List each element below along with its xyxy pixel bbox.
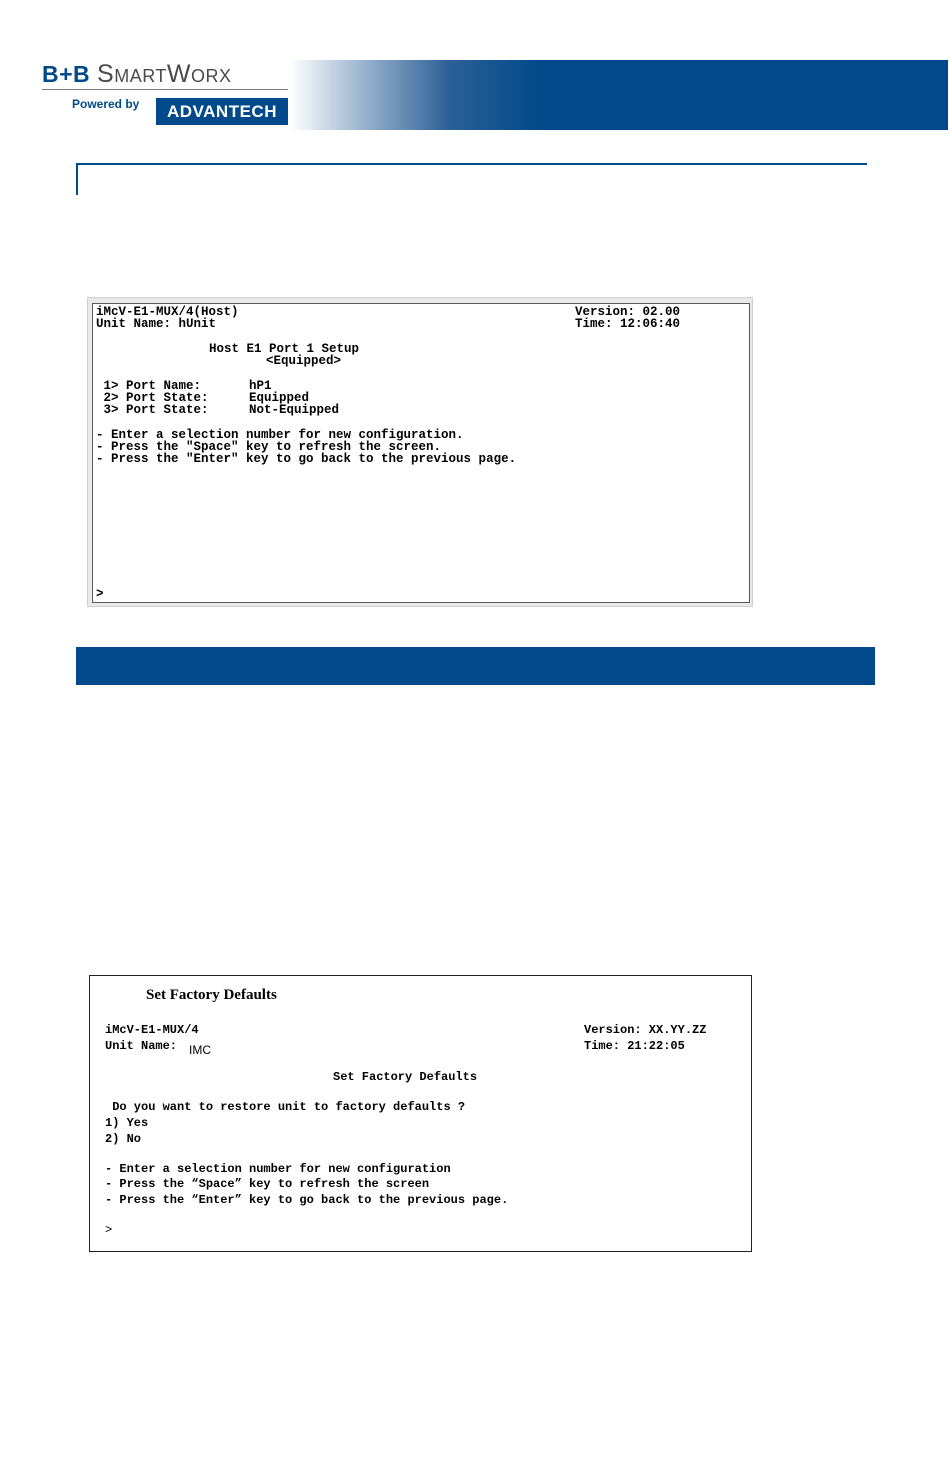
menu-item-label: 2> Port State:	[96, 391, 209, 405]
section-heading-rule	[76, 163, 867, 165]
instruction-line: - Press the "Space" key to refresh the screen.	[96, 440, 442, 454]
instruction-line: - Enter a selection number for new configuration.	[96, 428, 464, 442]
section-banner-bar	[76, 647, 875, 685]
option-no: 2) No	[105, 1132, 142, 1146]
section-heading-bracket	[76, 163, 78, 195]
option-yes: 1) Yes	[105, 1116, 149, 1130]
terminal-window-factory-defaults	[89, 975, 752, 1252]
menu-item-value: hP1	[249, 379, 272, 393]
terminal-heading: Set Factory Defaults	[333, 1070, 478, 1084]
terminal-time: Time: 12:06:40	[575, 317, 681, 331]
restore-question: Do you want to restore unit to factory defaults ?	[105, 1100, 466, 1114]
command-prompt[interactable]: >	[105, 1223, 113, 1237]
terminal-version: Version: 02.00	[575, 305, 681, 319]
menu-item-value: Equipped	[249, 391, 310, 405]
terminal-model: iMcV-E1-MUX/4(Host)	[96, 305, 239, 319]
instruction-line: - Press the "Enter" key to go back to the previous page.	[96, 452, 517, 466]
terminal-window-port-setup	[92, 303, 750, 603]
logo-bb: B+B	[42, 61, 91, 87]
instruction-line: - Press the “Space” key to refresh the screen	[105, 1177, 430, 1191]
terminal-unit-name: Unit Name: hUnit	[96, 317, 217, 331]
advantech-logo: ADVANTECH	[156, 98, 288, 125]
menu-item-label: 3> Port State:	[96, 403, 209, 417]
menu-item-label: 1> Port Name:	[96, 379, 202, 393]
logo-divider	[42, 89, 288, 90]
logo-smartworx: SmartWorx	[97, 60, 232, 88]
window-title: Set Factory Defaults	[146, 987, 277, 1003]
terminal-unit-name-label: Unit Name:	[105, 1039, 178, 1053]
powered-by-label: Powered by	[72, 97, 140, 111]
instruction-line: - Enter a selection number for new configuration	[105, 1162, 451, 1176]
terminal-subtitle: <Equipped>	[266, 354, 342, 368]
terminal-version: Version: XX.YY.ZZ	[584, 1023, 707, 1037]
terminal-time: Time: 21:22:05	[584, 1039, 685, 1053]
terminal-unit-name-value: IMC	[189, 1043, 211, 1057]
menu-item-value: Not-Equipped	[249, 403, 340, 417]
bb-smartworx-logo	[42, 60, 232, 86]
terminal-model: iMcV-E1-MUX/4	[105, 1023, 199, 1037]
instruction-line: - Press the “Enter” key to go back to the previous page.	[105, 1193, 509, 1207]
terminal-title: Host E1 Port 1 Setup	[209, 342, 360, 356]
command-prompt[interactable]: >	[96, 587, 104, 601]
